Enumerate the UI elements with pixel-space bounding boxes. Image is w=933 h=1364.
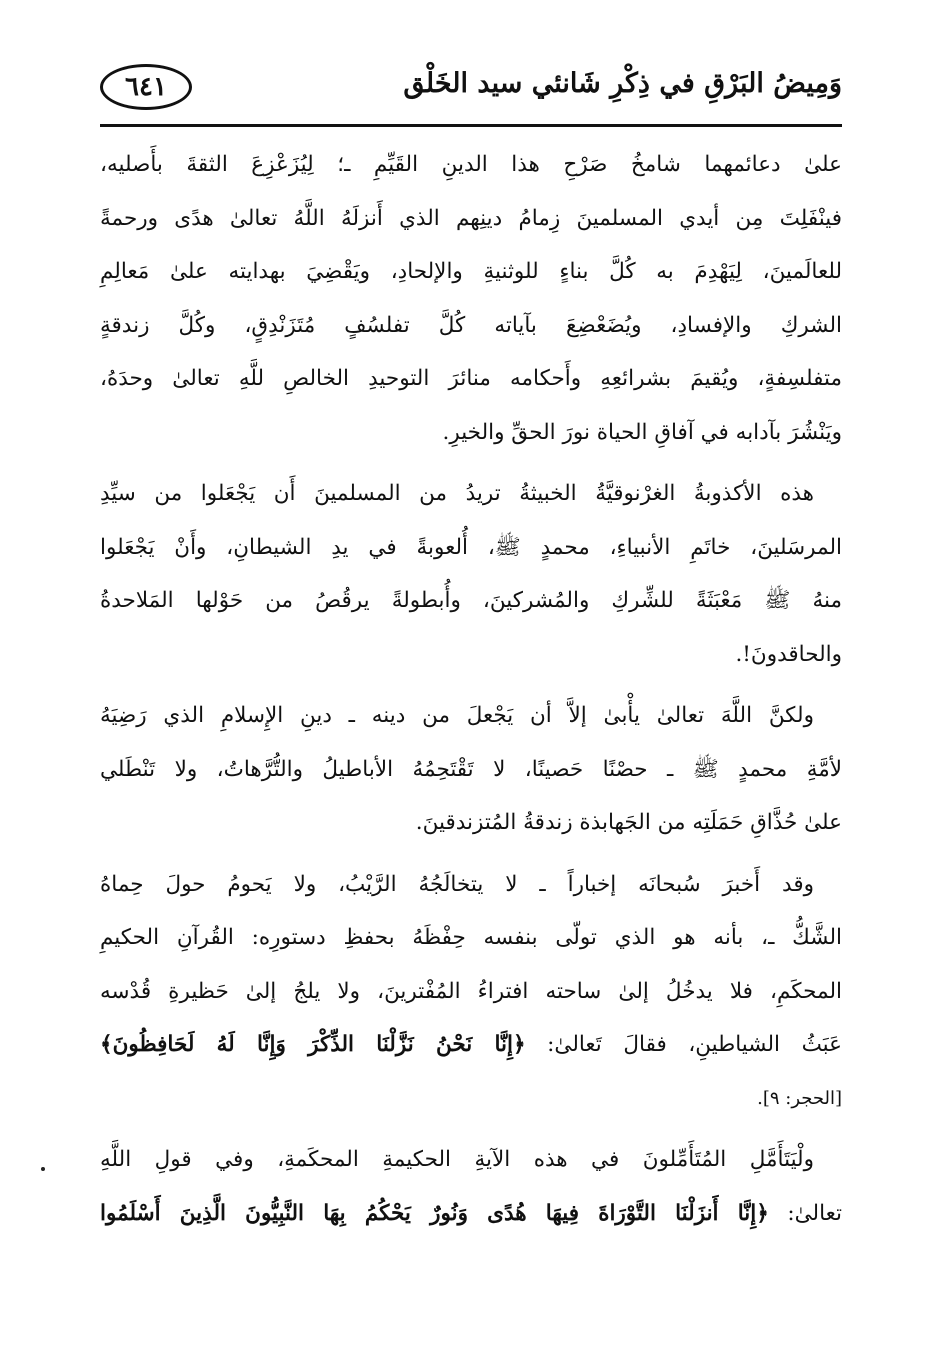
body-text — [100, 138, 842, 1240]
page-header — [100, 62, 842, 124]
header-divider — [100, 124, 842, 127]
text-line-with-verse — [100, 1018, 842, 1072]
text-line-with-verse — [100, 1187, 842, 1241]
text-line: ويَنْشُرَ بآدابه في آفاقِ الحياة نورَ الحقِّ والخيرِ. — [442, 419, 842, 445]
text-line: المرسَلينَ، خاتَمِ الأنبياءِ، محمدٍ ﷺ، أُلعوبةً في يدِ الشيطانِ، وأَنْ يَجْعَلوا — [100, 534, 842, 560]
text-line: علىٰ دعائمهما شامخُ صَرْحِ هذا الدينِ القَيِّمِ ـ؛ لِيُزَعْزِعَ الثقةَ بأَصليه، — [100, 152, 842, 177]
paragraph-3 — [100, 689, 842, 850]
text-line: لأمَّةِ محمدٍ ﷺ ـ حصْنًا حَصينًا، لا تَقْتَحِمُهُ الأباطيلُ والتُّرَّهاتُ، ولا تَنْطَلي — [100, 756, 842, 782]
verse-reference: [الحجر: ٩]. — [757, 1087, 842, 1109]
text-line: فينْفَلِتَ مِن أيدي المسلمينَ زِمامُ دينِهم الذي أَنزلَهُ اللَّهُ تعالىٰ هدًى ورحمةً — [100, 205, 842, 231]
paragraph-1 — [100, 138, 842, 459]
running-title: وَمِيضُ البَرْقِ في ذِكْرِ شَانئي سيد الخَلْق — [403, 68, 842, 99]
text-line: علىٰ حُذَّاقِ حَمَلَتِه من الجَهابذة زندقةُ المُتزندقينَ. — [415, 810, 842, 835]
scan-speck — [41, 1167, 45, 1171]
paragraph-4 — [100, 858, 842, 1126]
text-line: تعالىٰ: — [787, 1200, 842, 1226]
text-line: متفلسِفةٍ، ويُقيمَ بشرائعِهِ وأَحكامه منائرَ التوحيدِ الخالصِ للَّهِ تعالىٰ وحدَهُ، — [100, 366, 842, 391]
text-line: ولكنَّ اللَّهَ تعالىٰ يأْبىٰ إلاَّ أن يَجْعلَ من دينه ـ دينِ الإِسلامِ الذي رَضِيَهُ — [100, 703, 814, 728]
page-number — [100, 64, 192, 110]
text-line: المحكَمِ، فلا يدخُلُ إلىٰ ساحته افتراءُ المُفْترينَ، ولا يلجُ إلىٰ حَظيرةِ قُدْسه — [100, 978, 842, 1004]
paragraph-2 — [100, 467, 842, 681]
text-line: عَبَثُ الشياطينِ، فقالَ تَعالىٰ: — [547, 1032, 842, 1057]
text-line: منهُ ﷺ مَعْبَثَةً للشِّركِ والمُشركينَ، وأُبطولةً يرقُصُ من حَوْلها المَلاحدةُ — [100, 588, 842, 613]
text-line: ولْيَتَأَمَّلِ المُتَأَمِّلونَ في هذه الآيةِ الحكيمةِ المحكَمةِ، وفي قولِ اللَّهِ — [100, 1147, 814, 1172]
text-line: الشَّكُّ ـ، بأنه هو الذي تولّى بنفسه حِفْظَهُ بحفظِ دستورِه: القُرآنِ الحكيمِ — [100, 925, 842, 950]
text-line: والحاقدونَ!. — [735, 641, 842, 667]
text-line: وقد أَخبرَ سُبحانَه إخباراً ـ لا يتخالَجُهُ الرَّيْبُ، ولا يَحومُ حولَ حِماهُ — [100, 871, 814, 897]
text-line: الشركِ والإفسادِ، ويُضَعْضِعَ بآياته كُلَّ تفلسُفٍ مُتَزَنْدِقٍ، وكُلَّ زندقةٍ — [100, 312, 842, 338]
text-line: للعالَمينَ، لِيَهْدِمَ به كُلَّ بناءٍ للوثنيةِ والإلحادِ، ويَقْضِيَ بهدايته علىٰ مَعالِمِ — [100, 259, 842, 284]
paragraph-5 — [100, 1133, 842, 1240]
page-number-text: ٦٤١ — [125, 72, 167, 102]
text-line: هذه الأكذوبةُ الغرْنوقيَّةُ الخبيثةُ تريدُ من المسلمينَ أَن يَجْعَلوا من سيِّدِ — [100, 481, 814, 506]
quran-verse: ﴿إِنَّا أَنزَلْنَا التَّوْرَاةَ فِيهَا هُدًى وَنُورٌ يَحْكُمُ بِهَا النَّبِيُّونَ الَّذِينَ أَسْلَمُوا — [100, 1200, 769, 1226]
quran-verse: ﴿إِنَّا نَحْنُ نَزَّلْنَا الذِّكْرَ وَإِنَّا لَهُ لَحَافِظُونَ﴾ — [100, 1032, 526, 1057]
